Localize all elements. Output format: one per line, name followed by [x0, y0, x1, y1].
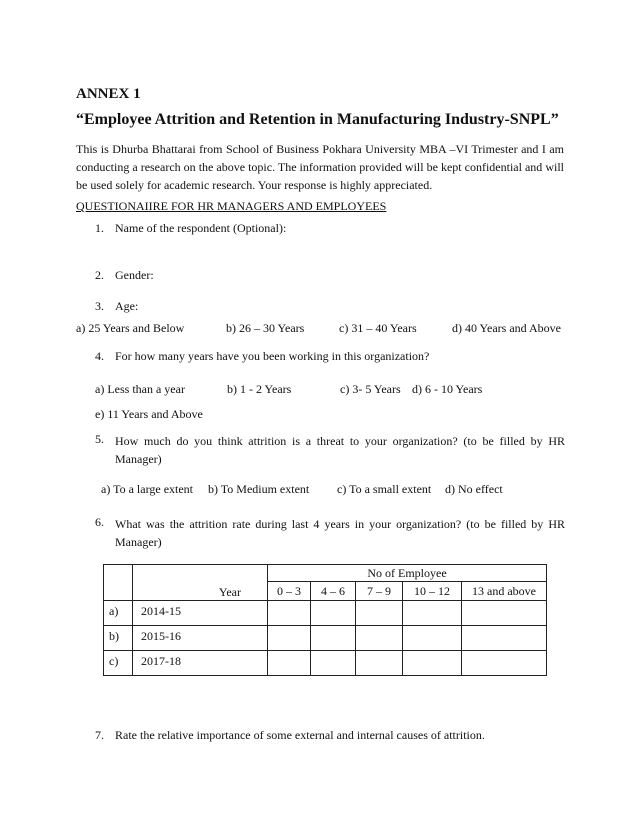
row-year: 2015-16 [133, 626, 268, 651]
table-cell [268, 651, 311, 676]
table-row [104, 601, 547, 626]
option-threat-d: d) No effect [445, 482, 503, 496]
table-cell [268, 601, 311, 626]
row-year: 2017-18 [133, 651, 268, 676]
question-text: Age: [115, 299, 139, 313]
table-cell [311, 601, 356, 626]
row-label: c) [104, 651, 133, 676]
question-3 [95, 299, 138, 314]
option-years-d: d) 6 - 10 Years [412, 382, 483, 396]
question-5 [95, 432, 565, 468]
row-year: 2014-15 [133, 601, 268, 626]
row-label: b) [104, 626, 133, 651]
column-header: 7 – 9 [356, 582, 403, 601]
option-years-a: a) Less than a year [95, 382, 185, 396]
table-cell [356, 651, 403, 676]
table-cell [462, 651, 547, 676]
row-label: a) [104, 601, 133, 626]
question-6 [95, 515, 565, 551]
questionnaire-heading: QUESTIONAIIRE FOR HR MANAGERS AND EMPLOYEES [76, 199, 387, 213]
question-number: 1. [95, 221, 104, 235]
question-4 [95, 349, 429, 364]
table-cell [403, 626, 462, 651]
column-header: 13 and above [462, 582, 547, 601]
table-cell [311, 626, 356, 651]
question-2 [95, 268, 154, 283]
option-age-c: c) 31 – 40 Years [339, 321, 417, 335]
document-title: “Employee Attrition and Retention in Manufacturing Industry-SNPL” [76, 111, 559, 128]
attrition-table [103, 564, 547, 676]
table-cell [403, 601, 462, 626]
question-text: Rate the relative importance of some external and internal causes of attrition. [115, 728, 485, 742]
table-row [104, 626, 547, 651]
no-of-employee-header: No of Employee [268, 565, 547, 582]
column-header: 10 – 12 [403, 582, 462, 601]
option-age-b: b) 26 – 30 Years [226, 321, 305, 335]
option-age-d: d) 40 Years and Above [452, 321, 561, 335]
question-number: 7. [95, 728, 104, 742]
intro-paragraph: This is Dhurba Bhattarai from School of Business Pokhara University MBA –VI Trimester and I am conducting a research on the above topic. The information provided will be kept confidential and will be used solely for academic research. Your response is highly appreciated. [76, 142, 564, 192]
option-threat-a: a) To a large extent [101, 482, 194, 496]
question-1 [95, 221, 286, 236]
column-header: 0 – 3 [268, 582, 311, 601]
table-cell [356, 626, 403, 651]
option-years-b: b) 1 - 2 Years [227, 382, 292, 396]
table-cell [462, 601, 547, 626]
option-years-c: c) 3- 5 Years [340, 382, 401, 396]
question-number: 3. [95, 299, 104, 313]
question-number: 6. [95, 515, 104, 529]
table-cell [403, 651, 462, 676]
question-number: 4. [95, 349, 104, 363]
question-text: Gender: [115, 268, 154, 282]
table-cell [104, 565, 133, 601]
option-years-e: e) 11 Years and Above [95, 407, 203, 421]
year-header: Year [133, 565, 268, 601]
table-row [104, 651, 547, 676]
annex-heading: ANNEX 1 [76, 86, 141, 102]
question-text: How much do you think attrition is a threat to your organization? (to be filled by HR Manager) [115, 434, 565, 466]
table-cell [356, 601, 403, 626]
question-text: What was the attrition rate during last 4 years in your organization? (to be filled by HR Manager) [115, 517, 565, 549]
question-text: For how many years have you been working in this organization? [115, 349, 430, 363]
question-number: 2. [95, 268, 104, 282]
column-header: 4 – 6 [311, 582, 356, 601]
table-header-row [104, 565, 547, 582]
option-threat-b: b) To Medium extent [208, 482, 310, 496]
question-text: Name of the respondent (Optional): [115, 221, 287, 235]
table-cell [268, 626, 311, 651]
option-age-a: a) 25 Years and Below [76, 321, 185, 335]
question-7 [95, 728, 485, 743]
table-cell [311, 651, 356, 676]
option-threat-c: c) To a small extent [337, 482, 432, 496]
question-number: 5. [95, 432, 104, 446]
table-cell [462, 626, 547, 651]
